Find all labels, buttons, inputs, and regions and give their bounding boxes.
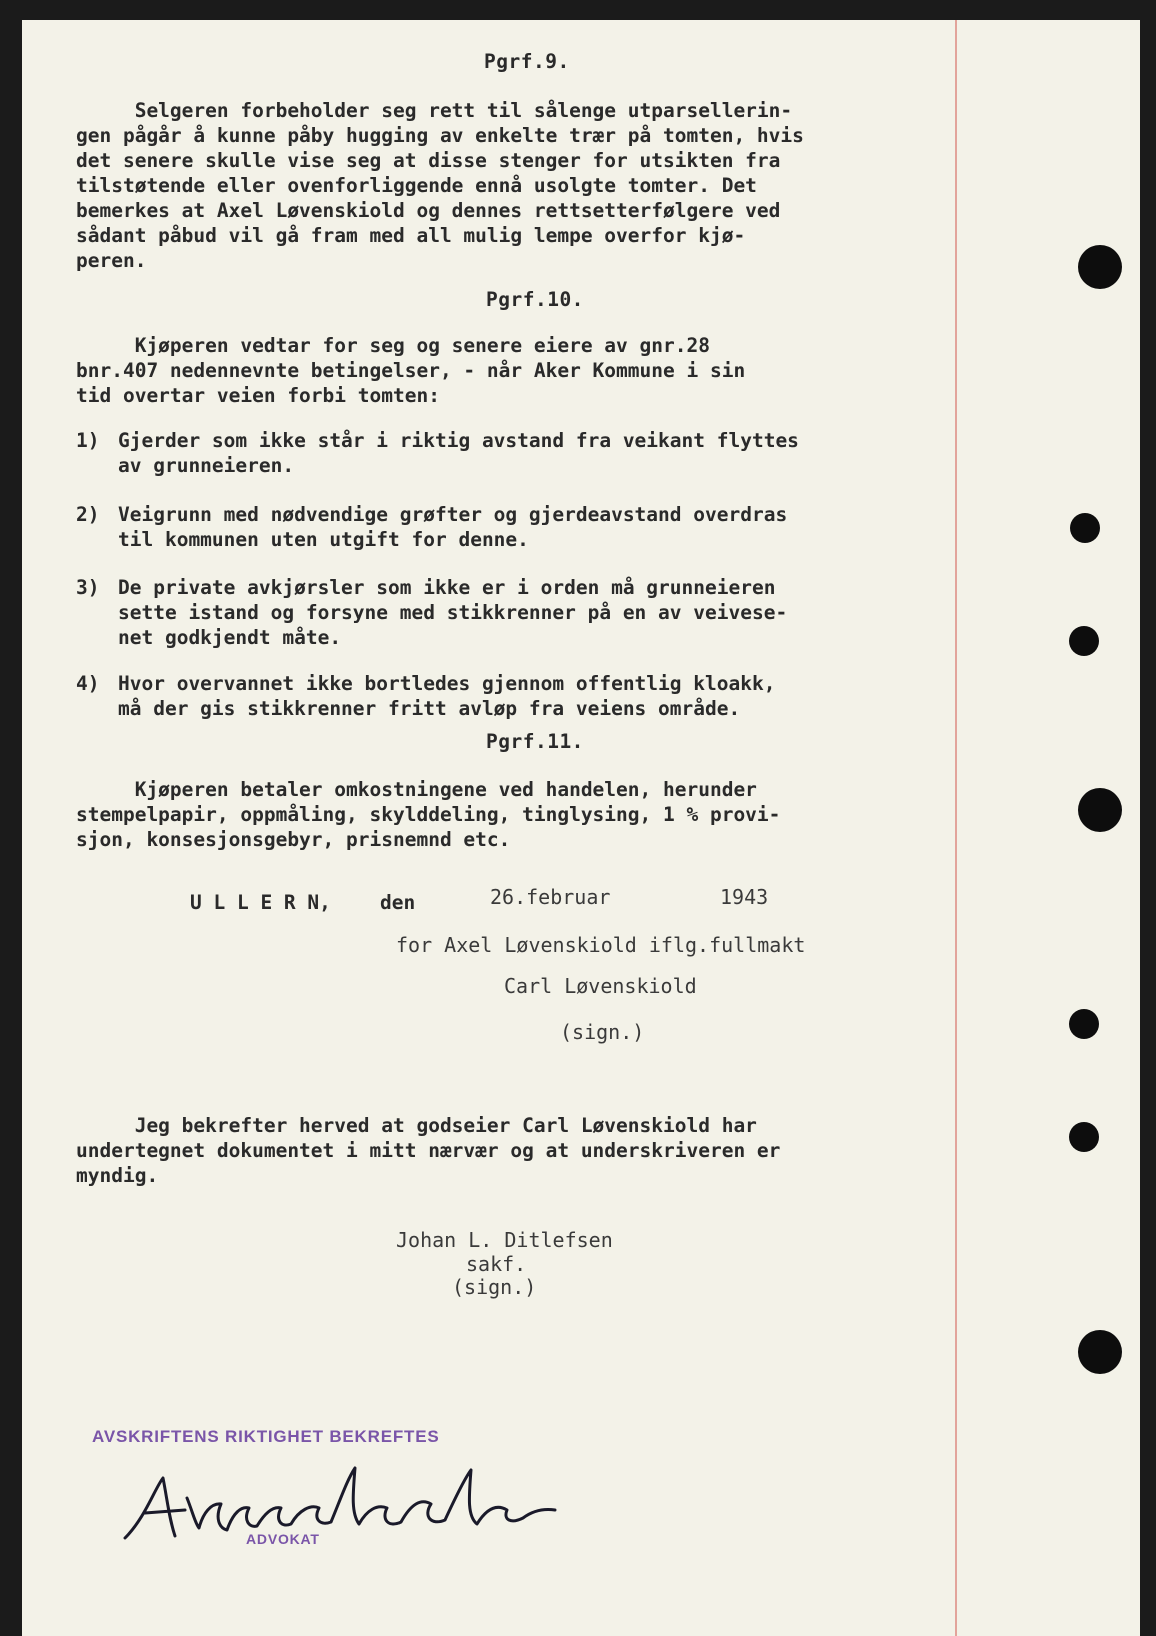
punch-hole bbox=[1070, 513, 1100, 543]
list-item-line: Veigrunn med nødvendige grøfter og gjerdeavstand overdras bbox=[118, 503, 788, 526]
witness-name: Johan L. Ditlefsen bbox=[396, 1228, 613, 1252]
witness-sign: (sign.) bbox=[452, 1275, 537, 1299]
list-item-line: av grunneieren. bbox=[118, 454, 295, 477]
list-item-line: til kommunen uten utgift for denne. bbox=[118, 528, 529, 551]
punch-hole bbox=[1078, 245, 1122, 289]
section-11-heading: Pgrf.11. bbox=[486, 730, 584, 753]
witness-line: myndig. bbox=[76, 1164, 159, 1187]
list-item-line: må der gis stikkrenner fritt avløp fra veiens område. bbox=[118, 697, 741, 720]
margin-rule bbox=[955, 20, 957, 1636]
section-11-line: sjon, konsesjonsgebyr, prisnemnd etc. bbox=[76, 828, 511, 851]
punch-hole bbox=[1069, 1122, 1099, 1152]
punch-hole bbox=[1069, 1009, 1099, 1039]
section-9-heading: Pgrf.9. bbox=[484, 50, 570, 73]
section-9-line: peren. bbox=[76, 249, 147, 272]
handwritten-signature bbox=[115, 1458, 585, 1558]
section-9-line: tilstøtende eller ovenforliggende ennå usolgte tomter. Det bbox=[76, 174, 757, 197]
closing-signer: Carl Løvenskiold bbox=[504, 974, 697, 998]
advokat-stamp: ADVOKAT bbox=[246, 1531, 320, 1547]
section-10-intro-line: tid overtar veien forbi tomten: bbox=[76, 384, 440, 407]
section-9-line: sådant påbud vil gå fram med all mulig lempe overfor kjø- bbox=[76, 224, 746, 247]
section-10-intro-line: bnr.407 nedennevnte betingelser, - når Aker Kommune i sin bbox=[76, 359, 746, 382]
list-item-line: net godkjendt måte. bbox=[118, 626, 342, 649]
witness-line: undertegnet dokumentet i mitt nærvær og at underskriveren er bbox=[76, 1139, 781, 1162]
list-item-number: 3) bbox=[76, 576, 100, 599]
section-11-line: Kjøperen betaler omkostningene ved handelen, herunder bbox=[76, 778, 757, 801]
certification-stamp: AVSKRIFTENS RIKTIGHET BEKREFTES bbox=[92, 1427, 440, 1446]
closing-year: 1943 bbox=[720, 885, 769, 909]
section-11-line: stempelpapir, oppmåling, skylddeling, tinglysing, 1 % provi- bbox=[76, 803, 781, 826]
list-item-line: Hvor overvannet ikke bortledes gjennom offentlig kloakk, bbox=[118, 672, 776, 695]
list-item-line: De private avkjørsler som ikke er i orden må grunneieren bbox=[118, 576, 776, 599]
list-item-number: 4) bbox=[76, 672, 100, 695]
closing-for-line: for Axel Løvenskiold iflg.fullmakt bbox=[396, 933, 806, 957]
punch-hole bbox=[1069, 626, 1099, 656]
witness-title: sakf. bbox=[466, 1252, 527, 1276]
section-9-line: Selgeren forbeholder seg rett til sålenge utparsellerin- bbox=[76, 99, 793, 122]
list-item-number: 2) bbox=[76, 503, 100, 526]
section-9-line: det senere skulle vise seg at disse stenger for utsikten fra bbox=[76, 149, 781, 172]
closing-sign: (sign.) bbox=[560, 1020, 645, 1044]
punch-hole bbox=[1078, 788, 1122, 832]
list-item-line: sette istand og forsyne med stikkrenner på en av veivese- bbox=[118, 601, 788, 624]
section-9-line: bemerkes at Axel Løvenskiold og dennes rettsetterfølgere ved bbox=[76, 199, 781, 222]
witness-line: Jeg bekrefter herved at godseier Carl Løvenskiold har bbox=[76, 1114, 757, 1137]
closing-den: den bbox=[380, 891, 416, 914]
list-item-line: Gjerder som ikke står i riktig avstand fra veikant flyttes bbox=[118, 429, 799, 452]
closing-place: U L L E R N, bbox=[190, 891, 331, 914]
section-9-line: gen pågår å kunne påby hugging av enkelte trær på tomten, hvis bbox=[76, 124, 804, 147]
list-item-number: 1) bbox=[76, 429, 100, 452]
section-10-heading: Pgrf.10. bbox=[486, 288, 584, 311]
punch-hole bbox=[1078, 1330, 1122, 1374]
closing-date: 26.februar bbox=[490, 885, 611, 909]
section-10-intro-line: Kjøperen vedtar for seg og senere eiere av gnr.28 bbox=[76, 334, 710, 357]
